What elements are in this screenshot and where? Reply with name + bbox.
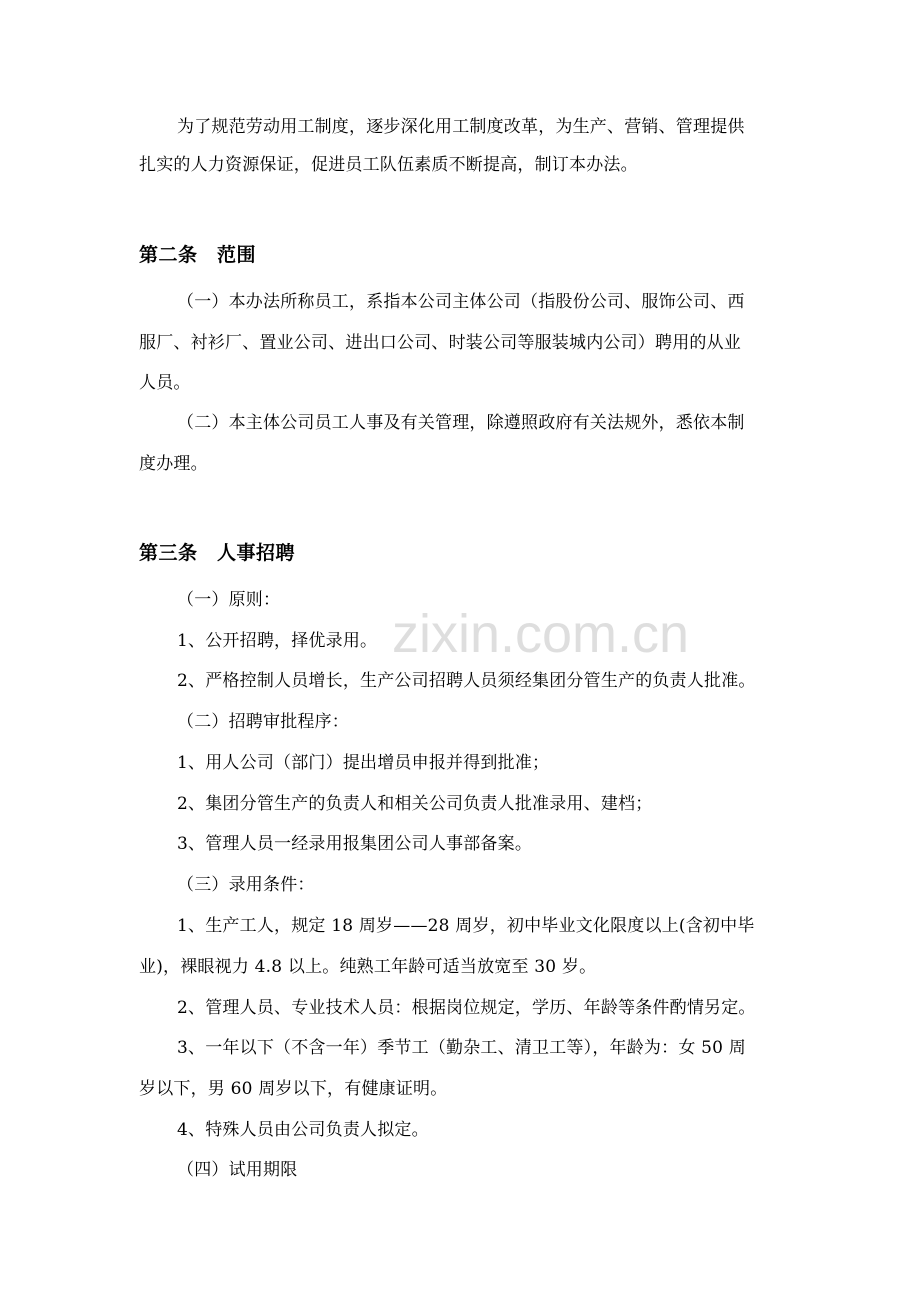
procedure-item-3: 3、管理人员一经录用报集团公司人事部备案。 [177, 834, 533, 854]
watermark: zixin.com.cn [392, 604, 690, 664]
article-2-paragraph-1-line-1: （一）本办法所称员工，系指本公司主体公司（指股份公司、服饰公司、西 [177, 292, 745, 312]
article-3-heading: 第三条 人事招聘 [139, 542, 296, 564]
procedure-item-2: 2、集团分管生产的负责人和相关公司负责人批准录用、建档； [177, 794, 653, 814]
condition-item-3-line-1: 3、一年以下（不含一年）季节工（勤杂工、清卫工等），年龄为：女 50 周 [177, 1038, 746, 1058]
article-2-paragraph-2-line-2: 度办理。 [139, 454, 208, 474]
condition-item-3-line-2: 岁以下，男 60 周岁以下，有健康证明。 [139, 1079, 448, 1099]
condition-item-1-line-2: 业)，裸眼视力 4.8 以上。纯熟工年龄可适当放宽至 30 岁。 [139, 957, 597, 977]
principle-item-1: 1、公开招聘，择优录用。 [177, 631, 378, 651]
article-2-paragraph-2-line-1: （二）本主体公司员工人事及有关管理，除遵照政府有关法规外，悉依本制 [177, 413, 745, 433]
principle-title: （一）原则： [177, 590, 281, 610]
conditions-title: （三）录用条件： [177, 875, 315, 895]
procedure-title: （二）招聘审批程序： [177, 712, 349, 732]
condition-item-1-line-1: 1、生产工人，规定 18 周岁——28 周岁，初中毕业文化限度以上(含初中毕 [177, 916, 755, 936]
article-2-heading: 第二条 范围 [139, 244, 257, 266]
principle-item-2: 2、严格控制人员增长，生产公司招聘人员须经集团分管生产的负责人批准。 [177, 671, 756, 691]
probation-title: （四）试用期限 [177, 1160, 298, 1180]
intro-line-2: 扎实的人力资源保证，促进员工队伍素质不断提高，制订本办法。 [139, 155, 638, 175]
condition-item-2: 2、管理人员、专业技术人员：根据岗位规定，学历、年龄等条件酌情另定。 [177, 998, 756, 1018]
procedure-item-1: 1、用人公司（部门）提出增员申报并得到批准； [177, 753, 550, 773]
article-2-paragraph-1-line-3: 人员。 [139, 373, 191, 393]
condition-item-4: 4、特殊人员由公司负责人拟定。 [177, 1120, 429, 1140]
intro-line-1: 为了规范劳动用工制度，逐步深化用工制度改革，为生产、营销、管理提供 [177, 117, 745, 137]
article-2-paragraph-1-line-2: 服厂、衬衫厂、置业公司、进出口公司、时装公司等服装城内公司）聘用的从业 [139, 333, 741, 353]
